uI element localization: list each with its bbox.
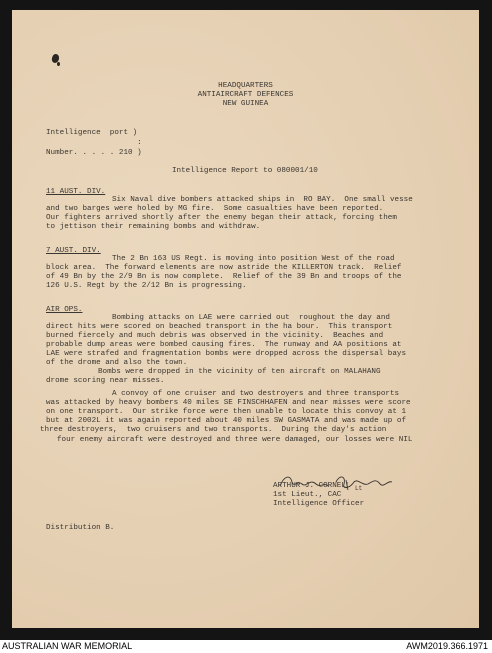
section-title-11-div: 11 AUST. DIV. [46,188,106,196]
air-ops-line: four enemy aircraft were destroyed and three were damaged, our losses were NIL [57,436,413,444]
report-title: Intelligence Report to 080001/10 [172,167,318,175]
air-ops-line: LAE were strafed and fragmentation bombs were dropped across the dispersal bays [46,350,407,358]
air-ops-line: of the drome and also the town. [46,359,188,367]
footer-bar [0,640,492,653]
signature-rank: 1st Lieut., CAC [273,491,342,499]
catalogue-number: AWM2019.366.1971 [406,641,488,651]
signature-name: ARTHUR J. CORNELL [273,482,351,490]
signature-role: Intelligence Officer [273,500,365,508]
header-line-3: NEW GUINEA [222,100,269,108]
reference-line-1: Intelligence port ) [46,129,138,137]
reference-line-2: : [46,139,142,147]
section-7-line: The 2 Bn 163 US Regt. is moving into position West of the road [112,255,395,263]
distribution: Distribution B. [46,524,115,532]
ink-blot-small [57,62,60,66]
header-line-2: ANTIAIRCRAFT DEFENCES [197,91,294,99]
air-ops-line: A convoy of one cruiser and two destroyers and three transports [112,390,400,398]
section-11-line: Our fighters arrived shortly after the enemy began their attack, forcing them [46,214,397,222]
section-7-line: block area. The forward elements are now astride the KILLERTON track. Relief [46,264,402,272]
air-ops-line: three destroyers, two cruisers and two transports. During the day's action [40,426,387,434]
reference-line-3: Number. . . . . 210 ) [46,149,142,157]
section-7-line: 126 U.S. Regt by the 2/12 Bn is progressing. [46,282,247,290]
air-ops-line: but at 2002L it was again reported about 40 miles SW GASMATA and was made up of [46,417,407,425]
air-ops-line: burned fiercely and much debris was observed in the vicinity. Beaches and [46,332,384,340]
section-title-air-ops: AIR OPS. [46,306,83,314]
header-line-1: HEADQUARTERS [218,82,273,90]
section-title-7-div: 7 AUST. DIV. [46,247,101,255]
section-11-line: and two barges were holed by MG fire. Some casualties have been reported. [46,205,384,213]
signature-initials: Lt [355,485,363,492]
institution-label: AUSTRALIAN WAR MEMORIAL [2,641,133,651]
air-ops-line: probable dump areas were bombed causing fires. The runway and AA positions at [46,341,402,349]
air-ops-line: drome scoring near misses. [46,377,165,385]
section-11-line: to jettison their remaining bombs and withdraw. [46,223,261,231]
air-ops-line: Bombing attacks on LAE were carried out roughout the day and [112,314,390,322]
air-ops-line: direct hits were scored on beached transport in the ha bour. This transport [46,323,393,331]
air-ops-line: on one transport. Our strike force were then unable to locate this convoy at 1 [46,408,407,416]
document-page [12,10,479,628]
section-11-line: Six Naval dive bombers attacked ships in RO BAY. One small vesse [112,196,413,204]
air-ops-line: Bombs were dropped in the vicinity of ten aircraft on MALAHANG [98,368,381,376]
air-ops-line: was attacked by heavy bombers 40 miles SE FINSCHHAFEN and near misses were score [46,399,411,407]
section-7-line: of 49 Bn by the 2/9 Bn is now complete. Relief of the 39 Bn and troops of the [46,273,402,281]
